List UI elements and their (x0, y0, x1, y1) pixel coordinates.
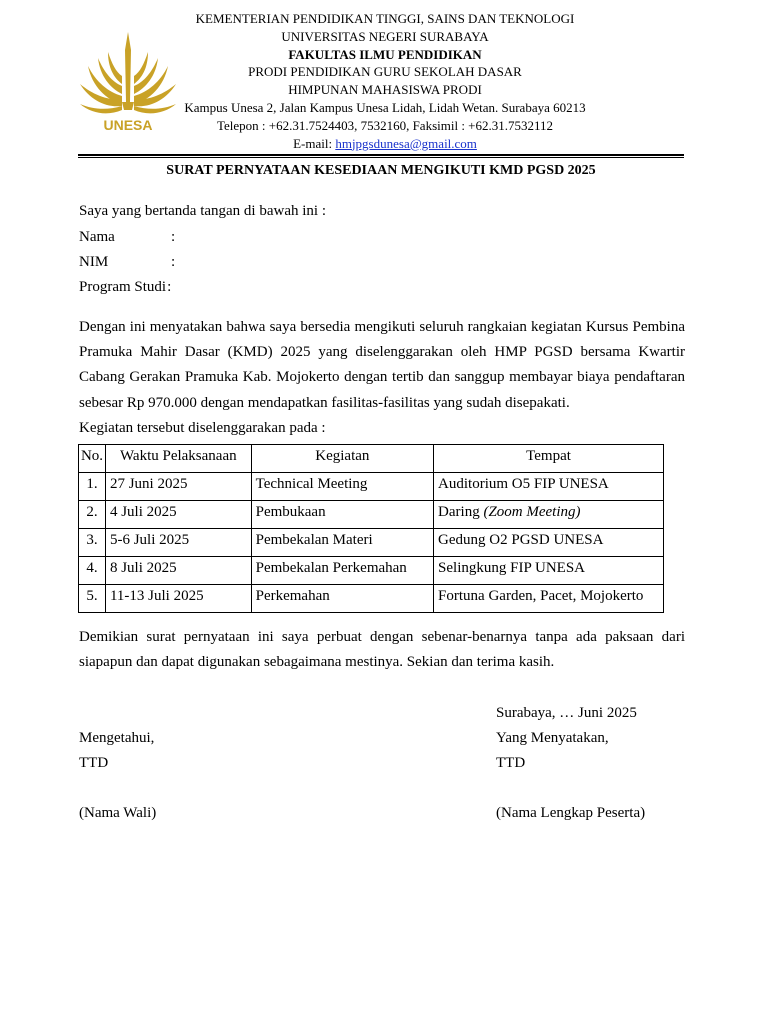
field-separator: : (171, 254, 176, 270)
declarant-label: Yang Menyatakan, (496, 730, 609, 746)
document-title: SURAT PERNYATAAN KESEDIAAN MENGIKUTI KMD PGSD 2025 (166, 163, 596, 178)
field-label: Program Studi (79, 279, 167, 295)
place-text: Selingkung FIP UNESA (438, 560, 586, 576)
participant-name: (Nama Lengkap Peserta) (496, 805, 646, 821)
table-header-row (79, 445, 664, 473)
header-activity: Kegiatan (251, 445, 433, 473)
header-place: Tempat (434, 445, 664, 473)
table-row (79, 501, 664, 529)
place-note: (Zoom Meeting) (483, 504, 581, 520)
row-activity: Pembukaan (251, 501, 433, 529)
header-date: Waktu Pelaksanaan (105, 445, 251, 473)
row-no: 4. (79, 557, 106, 585)
schedule-table (78, 444, 664, 613)
row-activity: Pembekalan Perkemahan (251, 557, 433, 585)
row-place (434, 585, 664, 613)
address: Kampus Unesa 2, Jalan Kampus Unesa Lidah, Lidah Wetan. Surabaya 60213 (184, 99, 586, 115)
participant-signature: TTD (496, 755, 526, 771)
row-date: 27 Juni 2025 (105, 473, 251, 501)
phone: Telepon : +62.31.7524403, 7532160, Faksimil : +62.31.7532112 (216, 117, 554, 133)
header-rule-thick (78, 154, 684, 156)
table-row (79, 529, 664, 557)
place-text: Fortuna Garden, Pacet, Mojokerto (438, 588, 644, 604)
letterhead (180, 10, 590, 152)
row-no: 3. (79, 529, 106, 557)
row-activity: Technical Meeting (251, 473, 433, 501)
table-row (79, 473, 664, 501)
faculty-name: FAKULTAS ILMU PENDIDIKAN (288, 46, 482, 62)
header-rule-thin (78, 157, 684, 158)
logo-wordmark: UNESA (103, 117, 153, 133)
place-date: Surabaya, … Juni 2025 (496, 705, 637, 721)
table-intro: Kegiatan tersebut diselenggarakan pada : (79, 420, 326, 436)
place-text: Auditorium O5 FIP UNESA (438, 476, 609, 492)
table-row (79, 557, 664, 585)
email-link[interactable]: hmjpgsdunesa@gmail.com (335, 135, 477, 151)
field-label: Nama (79, 229, 115, 245)
field-nama (79, 229, 175, 246)
row-date: 4 Juli 2025 (105, 501, 251, 529)
row-place (434, 473, 664, 501)
field-separator: : (171, 229, 176, 245)
association-name: HIMPUNAN MAHASISWA PRODI (288, 82, 482, 98)
row-date: 8 Juli 2025 (105, 557, 251, 585)
place-text: Gedung O2 PGSD UNESA (438, 532, 604, 548)
row-no: 5. (79, 585, 106, 613)
closing-paragraph: Demikian surat pernyataan ini saya perbuat dengan sebenar-benarnya tanpa ada paksaan dari siapapun dan dapat digunakan sebagaimana mestinya. Sekian dan terima kasih. (79, 629, 685, 671)
field-label: NIM (79, 254, 109, 270)
field-program-studi (79, 279, 171, 296)
intro-text: Saya yang bertanda tangan di bawah ini : (79, 203, 327, 219)
place-text: Daring (438, 504, 484, 520)
field-separator: : (167, 279, 172, 295)
row-date: 11-13 Juli 2025 (105, 585, 251, 613)
statement-paragraph: Dengan ini menyatakan bahwa saya bersedia mengikuti seluruh rangkaian kegiatan Kursus Pembina Pramuka Mahir Dasar (KMD) 2025 yang diselenggarakan oleh HMP PGSD bersama Kwartir Cabang Gerakan Pramuka Kab. Mojokerto dengan tertib dan sanggup membayar biaya pendaftaran sebesar Rp 970.000 dengan mendapatkan fasilitas-fasilitas yang sudah disepakati. (79, 319, 685, 411)
row-place (434, 557, 664, 585)
row-date: 5-6 Juli 2025 (105, 529, 251, 557)
header-no: No. (79, 445, 106, 473)
row-place (434, 501, 664, 529)
row-no: 1. (79, 473, 106, 501)
row-activity: Perkemahan (251, 585, 433, 613)
email-line (180, 135, 590, 153)
program-name: PRODI PENDIDIKAN GURU SEKOLAH DASAR (248, 64, 522, 80)
university-name: UNIVERSITAS NEGERI SURABAYA (281, 28, 489, 44)
field-nim (79, 254, 175, 271)
unesa-logo (76, 30, 180, 134)
table-row (79, 585, 664, 613)
guardian-signature: TTD (79, 755, 109, 771)
row-place (434, 529, 664, 557)
ministry-name: KEMENTERIAN PENDIDIKAN TINGGI, SAINS DAN TEKNOLOGI (195, 11, 575, 26)
acknowledged-label: Mengetahui, (79, 730, 155, 746)
row-no: 2. (79, 501, 106, 529)
row-activity: Pembekalan Materi (251, 529, 433, 557)
email-label: E-mail: (293, 135, 336, 151)
guardian-name: (Nama Wali) (79, 805, 157, 821)
